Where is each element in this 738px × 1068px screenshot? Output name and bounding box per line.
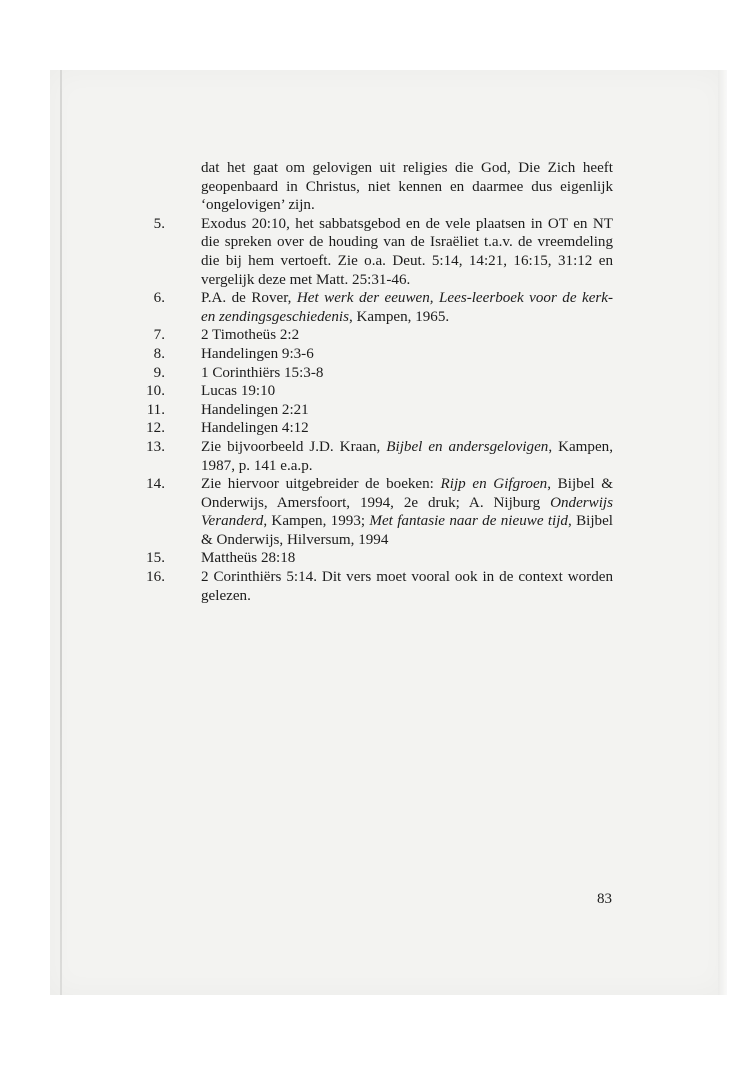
endnote-number: 8. bbox=[153, 345, 165, 362]
endnote-11 bbox=[143, 401, 613, 420]
endnote-text-part: 2 Timotheüs 2:2 bbox=[201, 327, 300, 344]
endnote-text-part: Mattheüs 28:18 bbox=[201, 550, 296, 567]
endnote-text bbox=[201, 345, 613, 364]
book-title: Rijp en Gifgroen bbox=[440, 476, 548, 493]
endnote-12 bbox=[143, 419, 613, 438]
page-edge-right bbox=[718, 70, 727, 995]
endnote-15 bbox=[143, 549, 613, 568]
endnotes-list bbox=[143, 159, 613, 605]
endnote-text bbox=[201, 549, 613, 568]
endnote-number: 12. bbox=[146, 420, 165, 437]
endnote-text bbox=[201, 364, 613, 383]
endnote-text-part: , Kampen, 1993; bbox=[263, 513, 370, 530]
endnote-number: 9. bbox=[153, 364, 165, 381]
endnote-8 bbox=[143, 345, 613, 364]
endnote-13 bbox=[143, 438, 613, 475]
endnote-text bbox=[201, 401, 613, 420]
endnote-10 bbox=[143, 382, 613, 401]
endnote-text-part: Zie hiervoor uitgebreider de boeken: bbox=[201, 476, 441, 493]
endnote-text-part: Zie bijvoorbeeld J.D. Kraan, bbox=[201, 438, 387, 455]
endnote-text-part: Lucas 19:10 bbox=[201, 383, 276, 400]
endnote-6 bbox=[143, 289, 613, 326]
endnote-14 bbox=[143, 475, 613, 549]
endnote-16 bbox=[143, 568, 613, 605]
endnote-text-part: , Bijbel & Onderwijs, Hilversum, 1994 bbox=[201, 513, 613, 548]
endnote-text-part: P.A. de Rover, bbox=[201, 290, 297, 307]
endnote-text-part: , Kampen, 1965. bbox=[348, 308, 450, 325]
endnote-text-part: Handelingen 2:21 bbox=[201, 401, 309, 418]
endnote-text-part: 2 Corinthiërs 5:14. Dit vers moet vooral ook in de context worden gelezen. bbox=[201, 569, 613, 604]
endnote-text bbox=[201, 159, 613, 215]
endnote-number: 10. bbox=[146, 383, 165, 400]
endnote-text bbox=[201, 419, 613, 438]
endnote-text bbox=[201, 382, 613, 401]
endnote-text-part: , Kampen, 1987, p. 141 e.a.p. bbox=[201, 438, 613, 474]
book-title: Onderwijs Veranderd bbox=[201, 494, 613, 530]
page-edge-left bbox=[60, 70, 62, 995]
endnote-text-part: Handelingen 4:12 bbox=[201, 420, 309, 437]
endnote-number: 7. bbox=[153, 327, 165, 344]
endnote-text bbox=[201, 215, 613, 289]
book-title: Bijbel en andersgelovigen bbox=[386, 438, 549, 455]
endnote-number: 15. bbox=[146, 550, 165, 567]
endnote-7 bbox=[143, 326, 613, 345]
endnote-number: 16. bbox=[146, 569, 165, 586]
endnote-number: 11. bbox=[146, 401, 165, 418]
endnote-text bbox=[201, 289, 613, 326]
endnote-continuation bbox=[143, 159, 613, 215]
endnote-5 bbox=[143, 215, 613, 289]
endnote-text bbox=[201, 568, 613, 605]
endnote-number: 6. bbox=[153, 290, 165, 307]
endnote-9 bbox=[143, 364, 613, 383]
endnote-text-part: dat het gaat om gelovigen uit religies die God, Die Zich heeft geopenbaard in Christus, niet kennen en daarmee dus eigenlijk ‘ongelovigen’ zijn. bbox=[201, 160, 613, 214]
endnote-number: 5. bbox=[153, 215, 165, 232]
endnote-number: 14. bbox=[146, 476, 165, 493]
page-number: 83 bbox=[597, 891, 612, 907]
book-title: Het werk der eeuwen, Lees-leerboek voor de kerk- en zendingsgeschiedenis bbox=[201, 290, 613, 325]
endnote-text bbox=[201, 438, 613, 475]
endnote-text-part: , Bijbel & Onderwijs, Amersfoort, 1994, 2e druk; A. Nijburg bbox=[201, 476, 613, 511]
endnote-text-part: Handelingen 9:3-6 bbox=[201, 345, 314, 362]
endnote-text bbox=[201, 475, 613, 549]
endnote-number: 13. bbox=[146, 438, 165, 455]
book-title: Met fantasie naar de nieuwe tijd bbox=[369, 513, 568, 530]
endnote-text-part: 1 Corinthiërs 15:3-8 bbox=[201, 364, 324, 381]
endnote-text bbox=[201, 326, 613, 345]
endnote-text-part: Exodus 20:10, het sabbatsgebod en de vele plaatsen in OT en NT die spreken over de houding van de Israëliet t.a.v. de vreemdeling die bij hem vertoeft. Zie o.a. Deut. 5:14, 14:21, 16:15, 31:12 en vergelijk deze met Matt. 25:31-46. bbox=[201, 215, 613, 288]
